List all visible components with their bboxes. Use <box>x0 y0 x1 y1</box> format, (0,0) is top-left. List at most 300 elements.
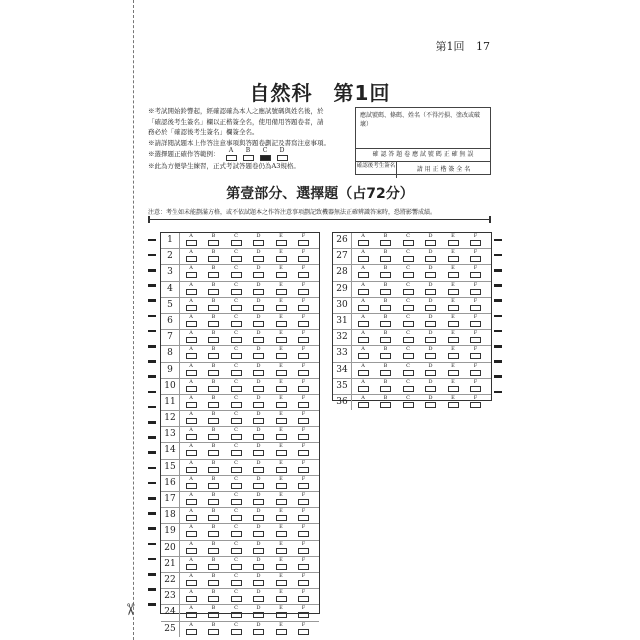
answer-bubble[interactable] <box>358 402 369 408</box>
answer-option-c[interactable] <box>402 380 414 392</box>
answer-option-e[interactable] <box>275 558 287 570</box>
answer-bubble[interactable] <box>403 321 414 327</box>
answer-bubble[interactable] <box>208 483 219 489</box>
answer-option-c[interactable] <box>230 623 242 635</box>
answer-option-b[interactable] <box>208 477 220 489</box>
answer-option-a[interactable] <box>357 331 369 343</box>
answer-option-a[interactable] <box>185 542 197 554</box>
answer-option-c[interactable] <box>230 250 242 262</box>
answer-option-e[interactable] <box>275 542 287 554</box>
answer-option-e[interactable] <box>275 331 287 343</box>
answer-bubble[interactable] <box>186 386 197 392</box>
answer-option-b[interactable] <box>380 396 392 408</box>
answer-option-f[interactable] <box>298 299 310 311</box>
answer-bubble[interactable] <box>448 289 459 295</box>
answer-option-f[interactable] <box>298 477 310 489</box>
answer-option-d[interactable] <box>425 396 437 408</box>
answer-option-b[interactable] <box>208 493 220 505</box>
answer-bubble[interactable] <box>276 596 287 602</box>
answer-option-b[interactable] <box>208 315 220 327</box>
answer-bubble[interactable] <box>298 240 309 246</box>
answer-bubble[interactable] <box>253 321 264 327</box>
answer-option-f[interactable] <box>298 493 310 505</box>
answer-option-c[interactable] <box>402 364 414 376</box>
answer-option-f[interactable] <box>298 396 310 408</box>
answer-option-f[interactable] <box>298 234 310 246</box>
answer-option-f[interactable] <box>470 380 482 392</box>
answer-option-a[interactable] <box>185 558 197 570</box>
answer-option-d[interactable] <box>425 347 437 359</box>
answer-option-e[interactable] <box>275 266 287 278</box>
answer-bubble[interactable] <box>186 256 197 262</box>
answer-bubble[interactable] <box>298 272 309 278</box>
answer-bubble[interactable] <box>253 531 264 537</box>
answer-option-f[interactable] <box>470 283 482 295</box>
answer-option-c[interactable] <box>230 347 242 359</box>
answer-bubble[interactable] <box>298 337 309 343</box>
answer-option-a[interactable] <box>185 493 197 505</box>
answer-bubble[interactable] <box>186 499 197 505</box>
answer-option-e[interactable] <box>275 283 287 295</box>
answer-bubble[interactable] <box>403 402 414 408</box>
answer-bubble[interactable] <box>208 612 219 618</box>
answer-option-d[interactable] <box>253 412 265 424</box>
answer-bubble[interactable] <box>358 353 369 359</box>
answer-option-f[interactable] <box>298 428 310 440</box>
answer-option-e[interactable] <box>275 525 287 537</box>
answer-option-d[interactable] <box>253 428 265 440</box>
answer-bubble[interactable] <box>186 596 197 602</box>
answer-bubble[interactable] <box>380 289 391 295</box>
answer-bubble[interactable] <box>208 580 219 586</box>
answer-option-e[interactable] <box>275 509 287 521</box>
answer-bubble[interactable] <box>186 305 197 311</box>
answer-option-f[interactable] <box>298 444 310 456</box>
answer-bubble[interactable] <box>231 483 242 489</box>
answer-bubble[interactable] <box>231 353 242 359</box>
answer-bubble[interactable] <box>231 515 242 521</box>
answer-option-a[interactable] <box>185 444 197 456</box>
answer-option-b[interactable] <box>380 266 392 278</box>
answer-bubble[interactable] <box>470 305 481 311</box>
answer-option-a[interactable] <box>185 412 197 424</box>
answer-bubble[interactable] <box>186 434 197 440</box>
answer-option-c[interactable] <box>230 542 242 554</box>
answer-option-d[interactable] <box>253 477 265 489</box>
answer-option-c[interactable] <box>230 412 242 424</box>
answer-option-d[interactable] <box>425 364 437 376</box>
answer-bubble[interactable] <box>276 256 287 262</box>
answer-bubble[interactable] <box>298 564 309 570</box>
answer-bubble[interactable] <box>253 289 264 295</box>
answer-bubble[interactable] <box>358 272 369 278</box>
answer-bubble[interactable] <box>298 256 309 262</box>
answer-bubble[interactable] <box>358 256 369 262</box>
answer-bubble[interactable] <box>403 305 414 311</box>
answer-bubble[interactable] <box>276 240 287 246</box>
answer-option-a[interactable] <box>185 234 197 246</box>
answer-option-a[interactable] <box>357 234 369 246</box>
answer-option-d[interactable] <box>253 574 265 586</box>
answer-option-a[interactable] <box>185 606 197 618</box>
answer-bubble[interactable] <box>231 272 242 278</box>
answer-bubble[interactable] <box>231 434 242 440</box>
answer-bubble[interactable] <box>253 370 264 376</box>
answer-bubble[interactable] <box>253 596 264 602</box>
answer-option-b[interactable] <box>208 509 220 521</box>
answer-bubble[interactable] <box>298 467 309 473</box>
answer-option-d[interactable] <box>253 461 265 473</box>
answer-bubble[interactable] <box>276 337 287 343</box>
answer-option-f[interactable] <box>298 461 310 473</box>
answer-bubble[interactable] <box>276 402 287 408</box>
answer-bubble[interactable] <box>403 386 414 392</box>
answer-option-d[interactable] <box>425 331 437 343</box>
answer-bubble[interactable] <box>186 467 197 473</box>
answer-option-d[interactable] <box>253 315 265 327</box>
answer-option-d[interactable] <box>253 234 265 246</box>
answer-bubble[interactable] <box>231 402 242 408</box>
answer-bubble[interactable] <box>208 564 219 570</box>
answer-bubble[interactable] <box>276 499 287 505</box>
answer-option-a[interactable] <box>185 509 197 521</box>
answer-bubble[interactable] <box>231 240 242 246</box>
answer-bubble[interactable] <box>470 240 481 246</box>
answer-option-c[interactable] <box>230 525 242 537</box>
answer-bubble[interactable] <box>380 386 391 392</box>
answer-bubble[interactable] <box>231 596 242 602</box>
answer-bubble[interactable] <box>231 467 242 473</box>
answer-bubble[interactable] <box>276 564 287 570</box>
answer-option-d[interactable] <box>253 250 265 262</box>
answer-option-f[interactable] <box>298 315 310 327</box>
answer-option-b[interactable] <box>208 558 220 570</box>
answer-option-d[interactable] <box>253 558 265 570</box>
answer-bubble[interactable] <box>448 386 459 392</box>
answer-option-b[interactable] <box>208 380 220 392</box>
answer-bubble[interactable] <box>208 321 219 327</box>
answer-option-c[interactable] <box>230 444 242 456</box>
answer-option-b[interactable] <box>208 444 220 456</box>
answer-bubble[interactable] <box>298 629 309 635</box>
answer-option-c[interactable] <box>402 331 414 343</box>
answer-bubble[interactable] <box>208 596 219 602</box>
answer-option-e[interactable] <box>275 299 287 311</box>
answer-bubble[interactable] <box>425 321 436 327</box>
answer-option-a[interactable] <box>185 283 197 295</box>
answer-option-f[interactable] <box>298 590 310 602</box>
answer-bubble[interactable] <box>208 467 219 473</box>
answer-bubble[interactable] <box>186 321 197 327</box>
answer-bubble[interactable] <box>470 321 481 327</box>
answer-option-d[interactable] <box>253 444 265 456</box>
answer-option-e[interactable] <box>447 299 459 311</box>
answer-bubble[interactable] <box>231 580 242 586</box>
answer-bubble[interactable] <box>425 305 436 311</box>
answer-bubble[interactable] <box>276 450 287 456</box>
answer-bubble[interactable] <box>298 370 309 376</box>
answer-bubble[interactable] <box>208 386 219 392</box>
answer-option-b[interactable] <box>380 331 392 343</box>
answer-bubble[interactable] <box>231 564 242 570</box>
answer-bubble[interactable] <box>298 289 309 295</box>
answer-bubble[interactable] <box>380 256 391 262</box>
answer-option-d[interactable] <box>253 380 265 392</box>
answer-option-d[interactable] <box>425 234 437 246</box>
answer-option-f[interactable] <box>298 558 310 570</box>
answer-option-e[interactable] <box>447 380 459 392</box>
answer-bubble[interactable] <box>358 289 369 295</box>
answer-bubble[interactable] <box>298 321 309 327</box>
answer-bubble[interactable] <box>253 434 264 440</box>
answer-option-e[interactable] <box>275 250 287 262</box>
answer-option-c[interactable] <box>230 234 242 246</box>
answer-bubble[interactable] <box>298 483 309 489</box>
answer-bubble[interactable] <box>276 531 287 537</box>
answer-bubble[interactable] <box>208 515 219 521</box>
answer-bubble[interactable] <box>358 370 369 376</box>
answer-option-e[interactable] <box>447 250 459 262</box>
answer-bubble[interactable] <box>253 402 264 408</box>
answer-bubble[interactable] <box>358 305 369 311</box>
answer-option-f[interactable] <box>298 250 310 262</box>
answer-bubble[interactable] <box>380 321 391 327</box>
answer-option-f[interactable] <box>298 364 310 376</box>
answer-option-d[interactable] <box>253 590 265 602</box>
answer-option-a[interactable] <box>185 461 197 473</box>
answer-bubble[interactable] <box>253 629 264 635</box>
answer-bubble[interactable] <box>231 305 242 311</box>
answer-bubble[interactable] <box>186 402 197 408</box>
answer-bubble[interactable] <box>186 450 197 456</box>
answer-bubble[interactable] <box>470 256 481 262</box>
answer-option-c[interactable] <box>230 477 242 489</box>
answer-bubble[interactable] <box>298 434 309 440</box>
answer-option-e[interactable] <box>275 412 287 424</box>
answer-bubble[interactable] <box>425 240 436 246</box>
answer-bubble[interactable] <box>208 548 219 554</box>
answer-option-b[interactable] <box>208 606 220 618</box>
answer-bubble[interactable] <box>403 272 414 278</box>
answer-bubble[interactable] <box>470 353 481 359</box>
answer-bubble[interactable] <box>298 580 309 586</box>
answer-bubble[interactable] <box>448 256 459 262</box>
answer-bubble[interactable] <box>276 305 287 311</box>
answer-bubble[interactable] <box>448 305 459 311</box>
signature-field[interactable]: 請 用 正 楷 簽 全 名 <box>416 166 471 173</box>
answer-option-c[interactable] <box>230 493 242 505</box>
answer-option-e[interactable] <box>447 234 459 246</box>
answer-option-e[interactable] <box>275 477 287 489</box>
answer-bubble[interactable] <box>186 240 197 246</box>
answer-option-c[interactable] <box>402 234 414 246</box>
answer-bubble[interactable] <box>425 402 436 408</box>
answer-option-d[interactable] <box>253 266 265 278</box>
answer-option-c[interactable] <box>230 606 242 618</box>
answer-option-f[interactable] <box>298 331 310 343</box>
answer-option-f[interactable] <box>298 283 310 295</box>
answer-option-e[interactable] <box>275 461 287 473</box>
answer-bubble[interactable] <box>358 321 369 327</box>
answer-option-a[interactable] <box>357 283 369 295</box>
answer-option-d[interactable] <box>425 283 437 295</box>
answer-bubble[interactable] <box>253 483 264 489</box>
answer-bubble[interactable] <box>298 305 309 311</box>
answer-bubble[interactable] <box>208 450 219 456</box>
answer-bubble[interactable] <box>253 240 264 246</box>
answer-option-d[interactable] <box>253 283 265 295</box>
answer-bubble[interactable] <box>276 418 287 424</box>
answer-option-a[interactable] <box>357 396 369 408</box>
answer-bubble[interactable] <box>231 256 242 262</box>
answer-bubble[interactable] <box>470 402 481 408</box>
answer-option-a[interactable] <box>357 380 369 392</box>
answer-option-a[interactable] <box>185 266 197 278</box>
answer-bubble[interactable] <box>231 548 242 554</box>
answer-bubble[interactable] <box>186 580 197 586</box>
answer-option-e[interactable] <box>447 266 459 278</box>
answer-bubble[interactable] <box>403 370 414 376</box>
answer-bubble[interactable] <box>231 612 242 618</box>
answer-option-c[interactable] <box>402 299 414 311</box>
answer-option-d[interactable] <box>253 493 265 505</box>
answer-bubble[interactable] <box>448 240 459 246</box>
answer-option-d[interactable] <box>253 509 265 521</box>
answer-bubble[interactable] <box>253 467 264 473</box>
answer-bubble[interactable] <box>253 564 264 570</box>
answer-option-d[interactable] <box>425 250 437 262</box>
answer-bubble[interactable] <box>208 434 219 440</box>
answer-bubble[interactable] <box>208 256 219 262</box>
answer-option-a[interactable] <box>185 428 197 440</box>
answer-option-c[interactable] <box>402 315 414 327</box>
answer-option-f[interactable] <box>298 380 310 392</box>
answer-bubble[interactable] <box>186 370 197 376</box>
answer-bubble[interactable] <box>276 612 287 618</box>
answer-option-a[interactable] <box>185 250 197 262</box>
answer-bubble[interactable] <box>186 289 197 295</box>
answer-option-b[interactable] <box>208 299 220 311</box>
answer-bubble[interactable] <box>208 353 219 359</box>
answer-option-c[interactable] <box>230 299 242 311</box>
answer-option-e[interactable] <box>275 606 287 618</box>
answer-option-a[interactable] <box>185 299 197 311</box>
answer-option-e[interactable] <box>447 347 459 359</box>
answer-bubble[interactable] <box>231 386 242 392</box>
answer-option-f[interactable] <box>298 412 310 424</box>
answer-option-c[interactable] <box>230 590 242 602</box>
answer-bubble[interactable] <box>186 272 197 278</box>
answer-option-d[interactable] <box>425 299 437 311</box>
answer-bubble[interactable] <box>448 321 459 327</box>
answer-bubble[interactable] <box>298 402 309 408</box>
answer-option-b[interactable] <box>208 623 220 635</box>
answer-option-c[interactable] <box>230 331 242 343</box>
answer-option-a[interactable] <box>185 315 197 327</box>
answer-bubble[interactable] <box>186 515 197 521</box>
answer-bubble[interactable] <box>380 402 391 408</box>
answer-bubble[interactable] <box>231 531 242 537</box>
answer-option-f[interactable] <box>298 266 310 278</box>
answer-option-d[interactable] <box>253 623 265 635</box>
answer-option-d[interactable] <box>253 364 265 376</box>
answer-bubble[interactable] <box>208 240 219 246</box>
answer-bubble[interactable] <box>253 256 264 262</box>
answer-option-a[interactable] <box>357 266 369 278</box>
answer-option-f[interactable] <box>298 606 310 618</box>
answer-bubble[interactable] <box>253 337 264 343</box>
answer-bubble[interactable] <box>186 564 197 570</box>
answer-bubble[interactable] <box>448 370 459 376</box>
answer-bubble[interactable] <box>276 370 287 376</box>
answer-option-a[interactable] <box>185 331 197 343</box>
answer-option-e[interactable] <box>447 315 459 327</box>
answer-bubble[interactable] <box>448 272 459 278</box>
answer-bubble[interactable] <box>298 548 309 554</box>
answer-bubble[interactable] <box>276 548 287 554</box>
answer-option-c[interactable] <box>230 396 242 408</box>
answer-option-e[interactable] <box>275 428 287 440</box>
answer-bubble[interactable] <box>253 272 264 278</box>
answer-option-b[interactable] <box>208 525 220 537</box>
answer-option-e[interactable] <box>275 493 287 505</box>
answer-bubble[interactable] <box>208 531 219 537</box>
answer-bubble[interactable] <box>231 499 242 505</box>
answer-bubble[interactable] <box>425 289 436 295</box>
answer-bubble[interactable] <box>253 450 264 456</box>
answer-option-e[interactable] <box>275 315 287 327</box>
answer-option-c[interactable] <box>402 396 414 408</box>
answer-bubble[interactable] <box>470 272 481 278</box>
answer-bubble[interactable] <box>380 240 391 246</box>
answer-option-e[interactable] <box>275 574 287 586</box>
answer-bubble[interactable] <box>403 353 414 359</box>
answer-bubble[interactable] <box>253 612 264 618</box>
answer-option-a[interactable] <box>185 477 197 489</box>
answer-option-c[interactable] <box>230 380 242 392</box>
answer-option-b[interactable] <box>208 412 220 424</box>
answer-option-b[interactable] <box>208 234 220 246</box>
answer-option-e[interactable] <box>447 283 459 295</box>
answer-option-f[interactable] <box>298 525 310 537</box>
answer-option-c[interactable] <box>402 283 414 295</box>
answer-bubble[interactable] <box>298 450 309 456</box>
answer-bubble[interactable] <box>448 353 459 359</box>
answer-bubble[interactable] <box>276 515 287 521</box>
answer-option-e[interactable] <box>275 590 287 602</box>
answer-bubble[interactable] <box>425 370 436 376</box>
answer-bubble[interactable] <box>186 337 197 343</box>
answer-bubble[interactable] <box>448 402 459 408</box>
answer-option-b[interactable] <box>380 283 392 295</box>
answer-bubble[interactable] <box>276 467 287 473</box>
answer-bubble[interactable] <box>208 629 219 635</box>
answer-bubble[interactable] <box>298 515 309 521</box>
answer-option-c[interactable] <box>230 364 242 376</box>
answer-option-b[interactable] <box>208 574 220 586</box>
answer-option-b[interactable] <box>380 380 392 392</box>
answer-option-f[interactable] <box>298 347 310 359</box>
answer-bubble[interactable] <box>253 580 264 586</box>
answer-option-e[interactable] <box>447 331 459 343</box>
answer-option-a[interactable] <box>185 574 197 586</box>
answer-bubble[interactable] <box>425 353 436 359</box>
answer-option-f[interactable] <box>470 266 482 278</box>
answer-option-f[interactable] <box>298 509 310 521</box>
answer-bubble[interactable] <box>186 548 197 554</box>
answer-option-a[interactable] <box>185 525 197 537</box>
answer-option-a[interactable] <box>185 347 197 359</box>
